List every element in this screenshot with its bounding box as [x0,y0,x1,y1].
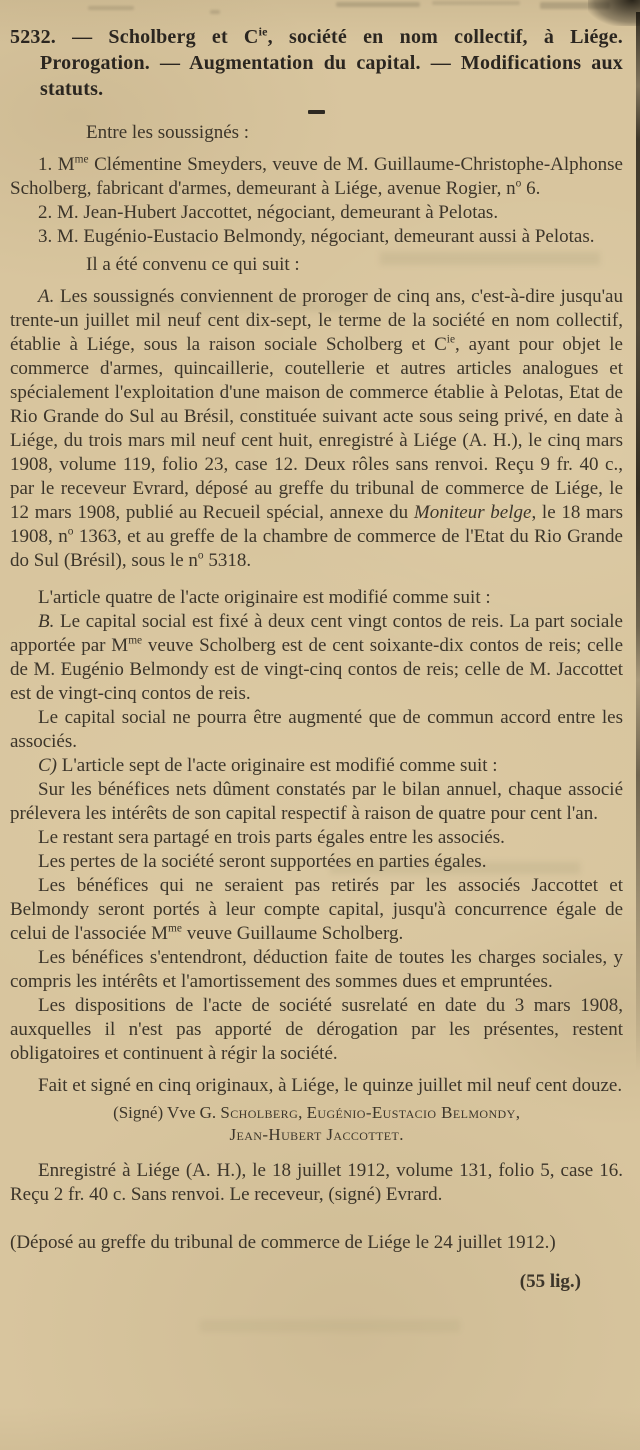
text-run: (Déposé au greffe du tribunal de commerce de Liége le 24 juillet 1912.) [10,1232,556,1253]
registration-note [10,1159,623,1207]
entry-title [10,24,623,102]
agreement-intro [10,253,623,277]
text-run: Le restant sera partagé en trois parts égales entre les associés. [38,827,505,848]
line-count [10,1270,623,1294]
clause-c-intro [10,754,623,778]
text-run: , le 18 mars 1908, n [10,502,623,547]
text-run: ie [258,24,268,39]
text-run: Eugénio-Eustacio Belmondy [306,1103,516,1122]
remainder-split [10,826,623,850]
document-body [10,24,623,1294]
text-run: veuve Scholberg est de cent soixante-dix contos de reis; celle de M. Eugénio Belmondy est de vingt-cinq contos de reis; celle de M. Jaccottet est de vingt-cinq contos de reis. [10,635,623,704]
text-run: Le capital social est fixé à deux cent vingt contos de reis. La part sociale apportée par M [10,611,623,656]
text-run: , ayant pour objet le commerce d'armes, quincaillerie, coutellerie et autres articles analogues et spécialement l'exploitation d'une maison de commerce établie à Pelotas, Etat de Rio Grande do Sul au Brésil, constituée suivant acte sous seing privé, en date à Liége, du trois mars mil neuf cent huit, enregistré à Liége (A. H.), le cinq mars 1908, volume 119, folio 23, case 12. Deux rôles sans renvoi. Reçu 9 fr. 40 c., par le receveur Evrard, déposé au greffe du tribunal de commerce de Liége, le 12 mars 1908, publié au Recueil spécial, annexe du [10,334,623,523]
text-run: Il a été convenu ce qui suit : [86,254,300,275]
text-run: Sur les bénéfices nets dûment constatés par le bilan annuel, chaque associé prélevera les intérêts de son capital respectif à raison de quatre pour cent l'an. [10,779,623,824]
intro-line [10,121,623,145]
clause-a [10,285,623,573]
text-run: 5318. [203,550,252,571]
party-item-1 [10,153,623,201]
prior-act-provisions [10,994,623,1066]
text-run: 2. M. Jean-Hubert Jaccottet, négociant, demeurant à Pelotas. [38,202,499,223]
text-run: 5232. — Scholberg et C [10,26,259,48]
text-run: Les dispositions de l'acte de société susrelaté en date du 3 mars 1908, auxquelles il n'est pas apporté de dérogation par les présentes, restent obligatoires et continuent à régir la société. [10,995,623,1064]
text-run: me [74,153,89,166]
cutoff-text-fragment [432,1,520,5]
text-run: o [197,549,204,562]
section-divider [308,110,325,114]
text-run: ie [446,333,456,346]
text-run: Entre les soussignés : [86,122,250,143]
text-run: Jean-Hubert Jaccottet [229,1125,400,1144]
text-run: , [515,1103,520,1122]
party-item-3 [10,225,623,249]
execution-clause [10,1074,623,1098]
text-run: Les bénéfices qui ne seraient pas retirés par les associés Jaccottet et Belmondy seront portés à leur compte capital, jusqu'à concurrence égale de celui de l'associée M [10,875,623,944]
undrawn-profits [10,874,623,946]
capital-augmentation-note [10,706,623,754]
profits-definition [10,946,623,994]
ink-showthrough [200,1320,460,1332]
text-run: me [128,634,143,647]
scan-corner-smudge [588,0,640,26]
cutoff-text-fragment [540,2,610,9]
text-run: 1. M [38,154,75,175]
text-run: L'article sept de l'acte originaire est modifié comme suit : [57,755,498,776]
text-run: Les pertes de la société seront supportées en parties égales. [38,851,487,872]
text-run: o [515,177,522,190]
text-run: Les soussignés conviennent de proroger de cinq ans, c'est-à-dire jusqu'au trente-un juillet mil neuf cent dix-sept, le terme de la société en nom collectif, établie à Liége, sous la raison sociale Scholberg et C [10,286,623,355]
text-run: 3. M. Eugénio-Eustacio Belmondy, négociant, demeurant aussi à Pelotas. [38,226,595,247]
text-run: , [298,1103,307,1122]
article-four-intro [10,586,623,610]
text-run: B. [38,611,55,632]
cutoff-text-fragment [336,2,420,7]
text-run: C) [38,755,57,776]
text-run: veuve Guillaume Scholberg. [181,923,404,944]
text-run: Les bénéfices s'entendront, déduction faite de toutes les charges sociales, y compris les intérêts et l'amortissement des sommes dues et empruntées. [10,947,623,992]
text-run: o [67,525,74,538]
party-item-2 [10,201,623,225]
text-run: Le capital social ne pourra être augmenté que de commun accord entre les associés. [10,707,623,752]
text-run: L'article quatre de l'acte originaire est modifié comme suit : [38,587,491,608]
text-run: 6. [521,178,541,199]
text-run: , société en nom collectif, à Liége. Prorogation. — Augmentation du capital. — Modifications aux statuts. [40,26,624,100]
text-run: (55 lig.) [519,1271,581,1292]
clause-b [10,610,623,706]
text-run: Moniteur belge [413,502,532,523]
text-run: (Signé) Vve G. [113,1103,221,1122]
text-run: . [399,1125,404,1144]
profits-interest [10,778,623,826]
text-run: me [168,922,182,935]
text-run: Scholberg [220,1103,299,1122]
text-run: Clémentine Smeyders, veuve de M. Guillaume-Christophe-Alphonse Scholberg, fabricant d'armes, demeurant à Liége, avenue Rogier, n [10,154,623,199]
cutoff-text-fragment [88,6,134,10]
text-run: Enregistré à Liége (A. H.), le 18 juillet 1912, volume 131, folio 5, case 16. Reçu 2 fr. 40 c. Sans renvoi. Le receveur, (signé) Evrard. [10,1160,623,1205]
text-run: 1363, et au greffe de la chambre de commerce de l'Etat du Rio Grande do Sul (Brésil), sous le n [10,526,623,571]
signatures-line-1 [10,1102,623,1124]
text-run: A. [38,286,55,307]
scan-edge-artifact [636,12,640,1072]
cutoff-text-fragment [210,10,220,14]
signatures-line-2 [10,1124,623,1146]
losses-clause [10,850,623,874]
deposit-note [10,1231,623,1255]
text-run: Fait et signé en cinq originaux, à Liége, le quinze juillet mil neuf cent douze. [38,1075,623,1096]
